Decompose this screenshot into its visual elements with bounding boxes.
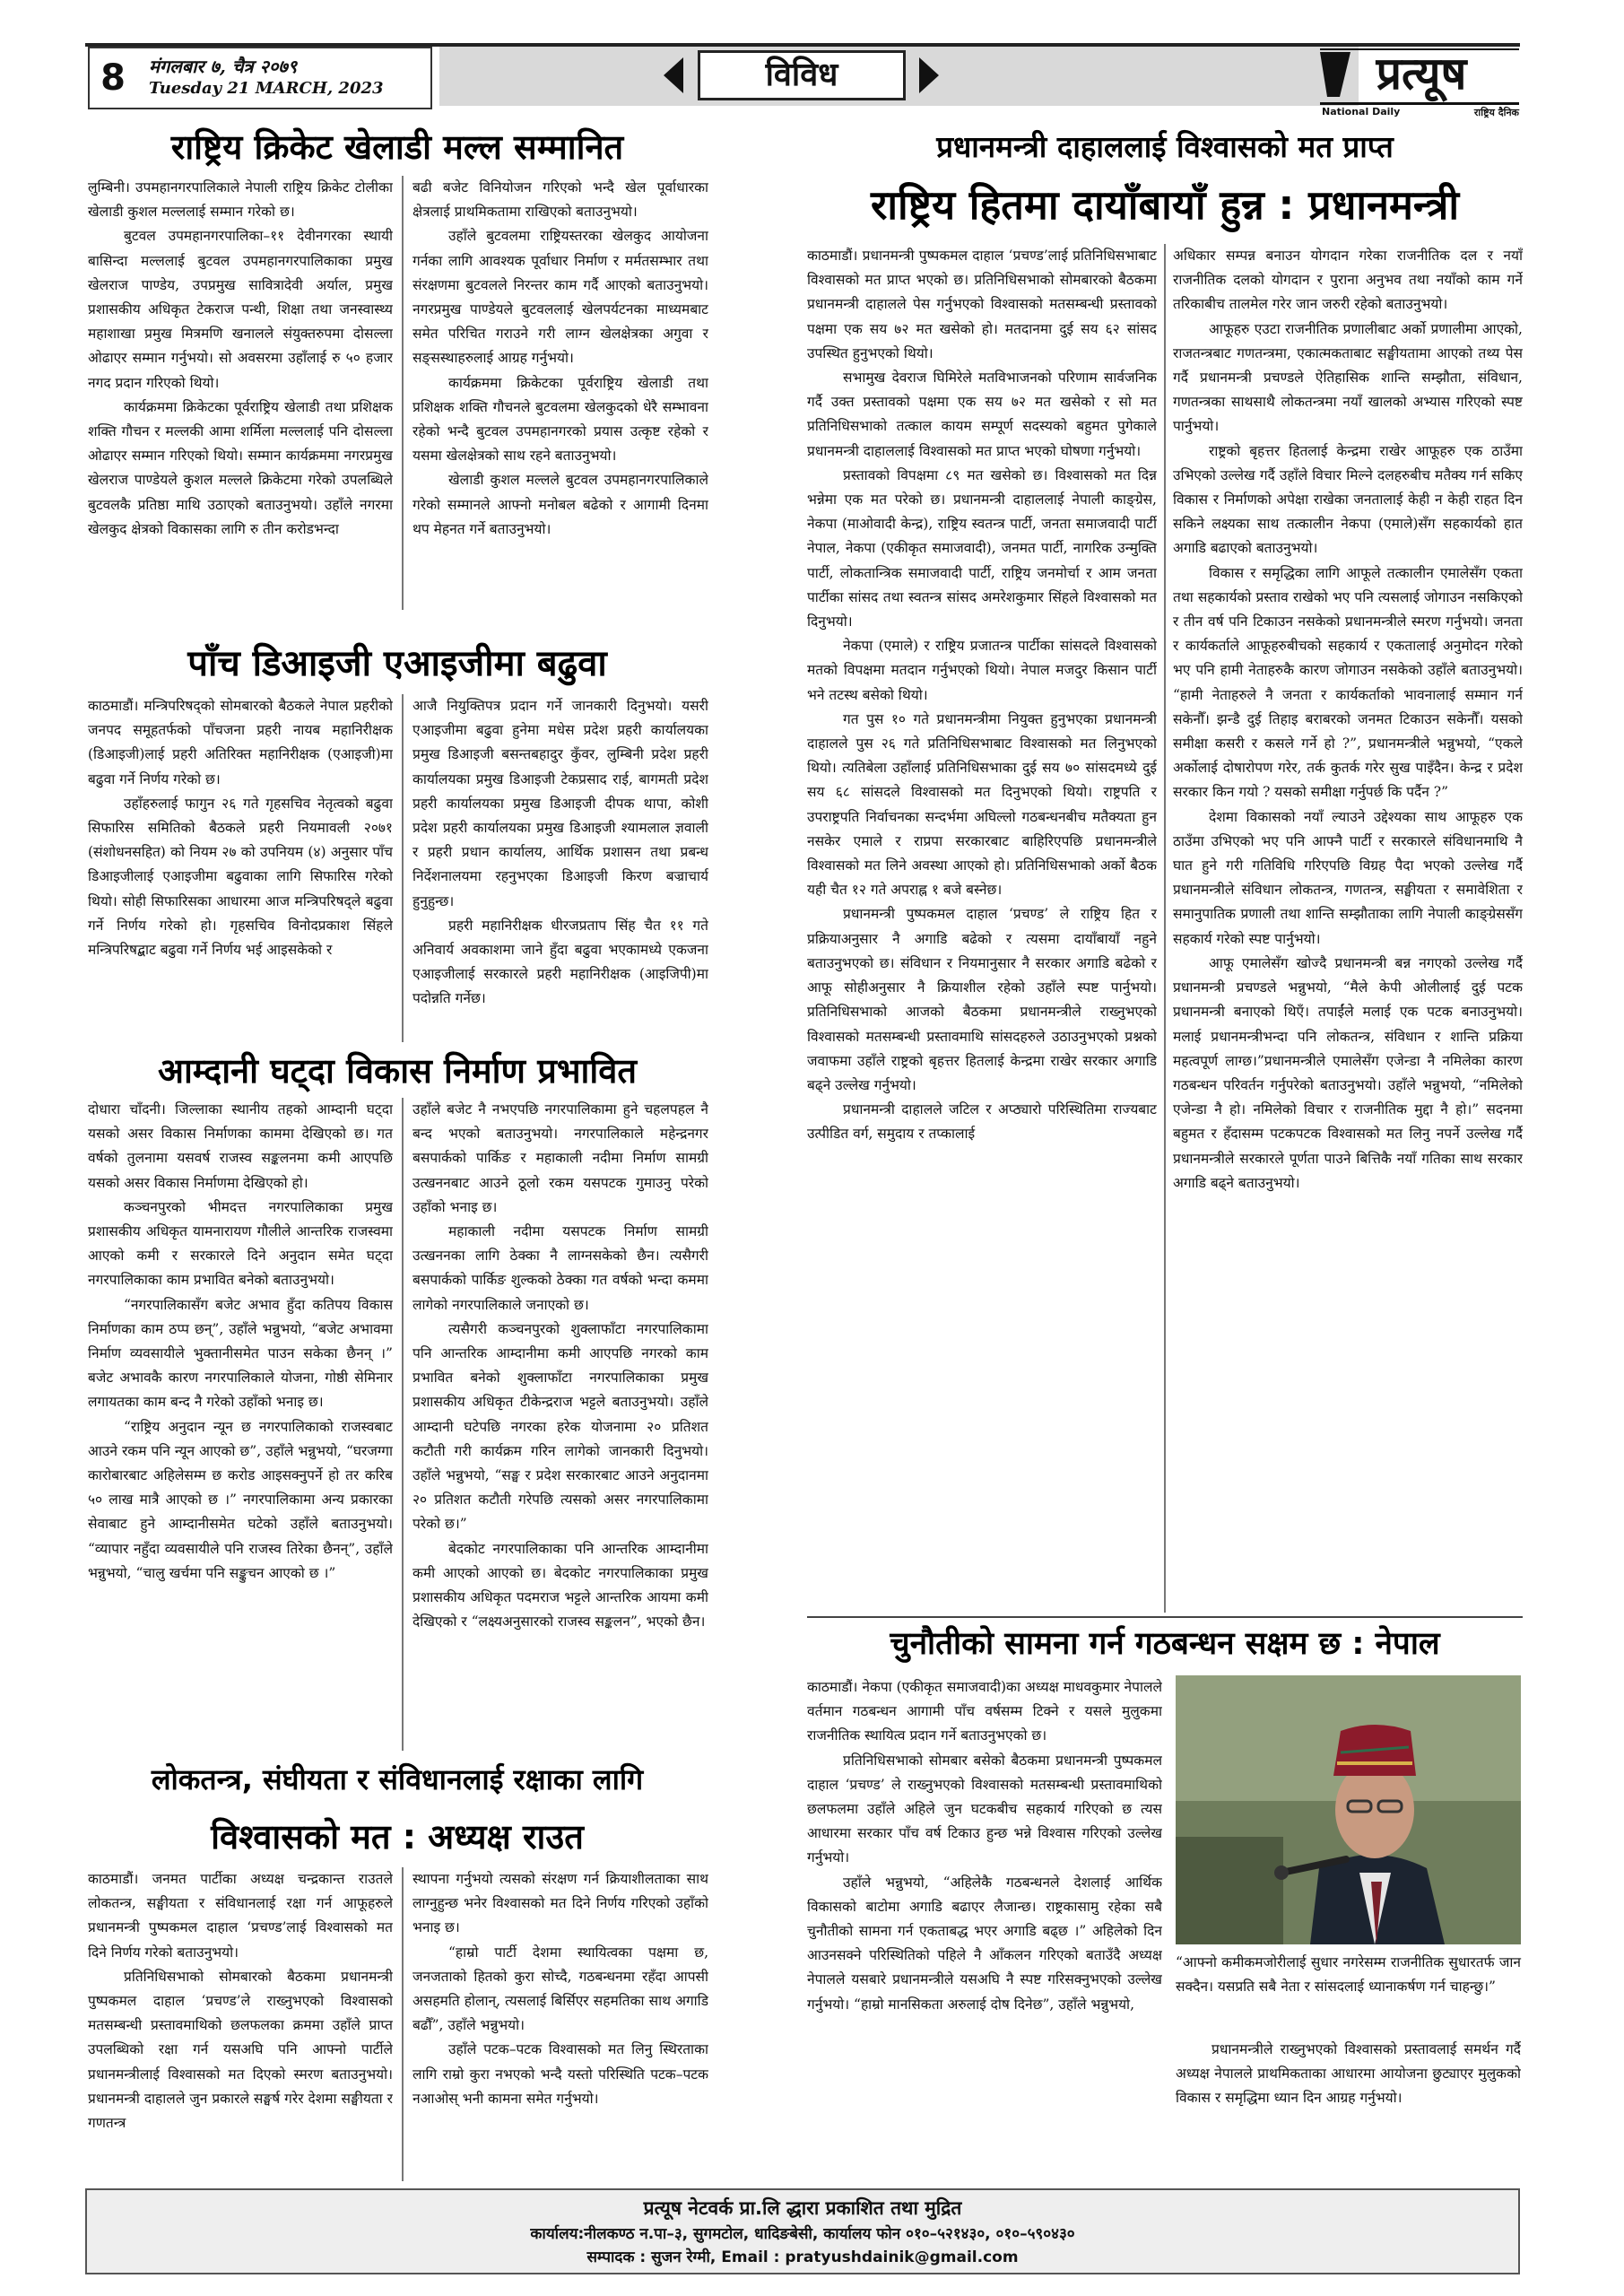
- paragraph: विकास र समृद्धिका लागि आफूले तत्कालीन एमालेसँग एकता तथा सहकार्यको प्रस्ताव राखेको भए पनि त्यसलाई जोगाउन नसकिएको र तीन वर्ष पनि टिकाउन नसकेको प्रधानमन्त्रीले स्मरण गर्नुभयो। जनता र कार्यकर्ताले आफूहरुबीचको सहकार्य र एकतालाई अनुमोदन गरेको भए पनि हामी नेताहरुकै कारण जोगाउन नसकेको उहाँले बताउनुभयो। “हामी नेताहरुले नै जनता र कार्यकर्ताको भावनालाई सम्मान गर्न सकेनौँ। झन्डै दुई तिहाइ बराबरको जनमत टिकाउन सकेनौँ। यसको समीक्षा कसरी र कसले गर्ने हो ?”, प्रधानमन्त्रीले भन्नुभयो, “एकले अर्कोलाई दोषारोपण गरेर, तर्क कुतर्क गरेर सुख पाइँदैन। केन्द्र र प्रदेश सरकार किन गयो ? यसको समीक्षा गर्नुपर्छ कि पर्दैन ?”: [1173, 564, 1523, 801]
- paragraph: दोधारा चाँदनी। जिल्लाका स्थानीय तहको आम्दानी घट्दा यसको असर विकास निर्माणका काममा देखिएको छ। गत वर्षको तुलनामा यसवर्ष राजस्व सङ्कलनमा कमी आएपछि यसको असर विकास निर्माणमा देखिएको हो।: [88, 1101, 393, 1191]
- paragraph: नेकपा (एमाले) र राष्ट्रिय प्रजातन्त्र पार्टीका सांसदले विश्वासको मतको विपक्षमा मतदान गर्नुभएको थियो। नेपाल मजदुर किसान पार्टी भने तटस्थ बसेको थियो।: [807, 638, 1157, 703]
- paragraph: बुटवल उपमहानगरपालिका–११ देवीनगरका स्थायी बासिन्दा मल्ललाई बुटवल उपमहानगरपालिकाका प्रमुख खेलराज पाण्डेय, उपप्रमुख सावित्रादेवी अर्याल, प्रमुख प्रशासकीय अधिकृत टेकराज पन्थी, शिक्षा तथा जनस्वास्थ्य महाशाखा प्रमुख मित्रमणि खनालले संयुक्तरुपमा दोसल्ला ओढाएर सम्मान गर्नुभयो। सो अवसरमा उहाँलाई रु ५० हजार नगद प्रदान गरिएको थियो।: [88, 228, 393, 391]
- paragraph: प्रतिनिधिसभाको सोमबारको बैठकमा प्रधानमन्त्री पुष्पकमल दाहाल ‘प्रचण्ड’ले राख्नुभएको विश्वासको मतसम्बन्धी प्रस्तावमाथिको छलफलका क्रममा उहाँले प्राप्त उपलब्धिको रक्षा गर्न यसअघि पनि आफ्नो पार्टीले प्रधानमन्त्रीलाई विश्वासको मत दिएको स्मरण बताउनुभयो। प्रधानमन्त्री दाहालले जुन प्रकारले सङ्घर्ष गरेर देशमा सङ्घीयता र गणतन्त्र: [88, 1968, 393, 2132]
- footer-address: कार्यालय:नीलकण्ठ न.पा–३, सुगमटोल, धादिङबेसी, कार्यालय फोन ०१०–५२१४३०, ०१०–५९०४३०: [530, 2225, 1075, 2243]
- paragraph: काठमाडौं। नेकपा (एकीकृत समाजवादी)का अध्यक्ष माधवकुमार नेपालले वर्तमान गठबन्धन आगामी पाँच वर्षसम्म टिक्ने र यसले मुलुकमा राजनीतिक स्थायित्व प्रदान गर्ने बताउनुभएको छ।: [807, 1679, 1162, 1744]
- logo-tag-nepali: राष्ट्रिय दैनिक: [1473, 107, 1519, 118]
- headline-cricket: राष्ट्रिय क्रिकेट खेलाडी मल्ल सम्मानित: [170, 127, 624, 167]
- headline-pm: राष्ट्रिय हितमा दायाँबायाँ हुन्न : प्रधानमन्त्री: [870, 181, 1460, 229]
- pm-column-1: [807, 244, 1157, 1613]
- cricket-column-2: [413, 176, 708, 610]
- paragraph: प्रधानमन्त्रीले राख्नुभएको विश्वासको प्रस्तावलाई समर्थन गर्दै अध्यक्ष नेपालले प्राथमिकताका आधारमा आयोजना छुट्याएर मुलुकको विकास र समृद्धिमा ध्यान दिन आग्रह गर्नुभयो।: [1176, 2041, 1521, 2107]
- newspaper-logo: [1315, 43, 1523, 122]
- paragraph: आफूहरु एउटा राजनीतिक प्रणालीबाट अर्को प्रणालीमा आएको, राजतन्त्रबाट गणतन्त्रमा, एकात्मकताबाट सङ्घीयतामा आएको तथ्य पेस गर्दै प्रधानमन्त्री प्रचण्डले ऐतिहासिक शान्ति सम्झौता, संविधान, गणतन्त्रका साथसाथै लोकतन्त्रमा नयाँ खालको अभ्यास गरिएको स्पष्ट पार्नुभयो।: [1173, 320, 1523, 435]
- page-number: 8: [100, 57, 126, 99]
- dateline-box: [88, 47, 432, 109]
- photo-madhav-nepal: [1176, 1675, 1521, 1944]
- paragraph: आफू एमालेसँग खोज्दै प्रधानमन्त्री बन्न नगएको उल्लेख गर्दै प्रधानमन्त्री प्रचण्डले भन्नुभयो, “मैले केपी ओलीलाई दुई पटक प्रधानमन्त्री बनाएको थिएँ। तपाईंले मलाई एक पटक बनाउनुभयो। मलाई प्रधानमन्त्रीभन्दा पनि लोकतन्त्र, संविधान र शान्ति प्रक्रिया महत्वपूर्ण लाग्छ।”प्रधानमन्त्रीले एमालेसँग एजेन्डा नै नमिलेका कारण गठबन्धन परिवर्तन गर्नुपरेको बताउनुभयो। उहाँले भन्नुभयो, “नमिलेको एजेन्डा नै हो। नमिलेको विचार र राजनीतिक मुद्दा नै हो।” सदनमा बहुमत र हँदासम्म पटकपटक विश्वासको मत लिनु नपर्ने उल्लेख गर्दै प्रधानमन्त्रीले सरकारले पूर्णता पाउने बित्तिकै नयाँ गतिका साथ सरकार अगाडि बढ्ने बताउनुभयो।: [1173, 954, 1523, 1191]
- section-title: विविध: [698, 50, 906, 100]
- headline-nepal: चुनौतीको सामना गर्न गठबन्धन सक्षम छ : नेपाल: [890, 1626, 1440, 1662]
- logo-tag-english: National Daily: [1322, 106, 1401, 117]
- photo-illustration: [1176, 1675, 1521, 1944]
- headline-revenue: आम्दानी घट्दा विकास निर्माण प्रभावित: [157, 1051, 638, 1091]
- paragraph: उहाँहरुलाई फागुन २६ गते गृहसचिव नेतृत्वको बढुवा सिफारिस समितिको बैठकले प्रहरी नियमावली २०७१ (संशोधनसहित) को नियम २७ को उपनियम (४) अनुसार पाँच डिआइजीलाई एआइजीमा बढुवाका लागि सिफारिस गरेको थियो। सोही सिफारिसका आधारमा आज मन्त्रिपरिषद्ले बढुवा गर्ने निर्णय गरेको हो। गृहसचिव विनोदप्रकाश सिंहले मन्त्रिपरिषद्बाट बढुवा गर्ने निर्णय भई आइसकेको र: [88, 795, 393, 959]
- logo-tagline: [1322, 106, 1519, 119]
- column-divider: [1164, 244, 1166, 1613]
- date-english: Tuesday 21 MARCH, 2023: [149, 79, 384, 98]
- kicker-pm: प्रधानमन्त्री दाहाललाई विश्वासको मत प्राप्त: [936, 129, 1394, 164]
- arrow-right-icon: [919, 57, 939, 93]
- paragraph: लुम्बिनी। उपमहानगरपालिकाले नेपाली राष्ट्रिय क्रिकेट टोलीका खेलाडी कुशल मल्ललाई सम्मान गरेको छ।: [88, 179, 393, 221]
- footer-publisher: प्रत्यूष नेटवर्क प्रा.लि द्धारा प्रकाशित तथा मुद्रित: [643, 2197, 962, 2219]
- paragraph: कार्यक्रममा क्रिकेटका पूर्वराष्ट्रिय खेलाडी तथा प्रशिक्षक शक्ति गौचन र मल्लकी आमा शर्मिला मल्ललाई पनि दोसल्ला ओढाएर सम्मान गरिएको थियो। सम्मान कार्यक्रममा नगरप्रमुख खेलराज पाण्डेयले कुशल मल्लले क्रिकेटमा गरेको उपलब्धिले बुटवलकै प्रतिष्ठा माथि उठाएको बताउनुभयो। उहाँले नगरमा खेलकुद क्षेत्रको विकासका लागि रु तीन करोडभन्दा: [88, 398, 393, 537]
- paragraph: उहाँले भन्नुभयो, “अहिलेकै गठबन्धनले देशलाई आर्थिक विकासको बाटोमा अगाडि बढाएर लैजान्छ। राष्ट्रकासामु रहेका सबै चुनौतीको सामना गर्न एकताबद्ध भएर अगाडि बढ्छ ।” अहिलेको दिन आउनसक्ने परिस्थितिको पहिले नै आँकलन गरिएको बताउँदै अध्यक्ष नेपालले यसबारे प्रधानमन्त्रीले यसअघि नै स्पष्ट गरिसक्नुभएको उल्लेख गर्नुभयो। “हाम्रो मानसिकता अरुलाई दोष दिनेछ”, उहाँले भन्नुभयो,: [807, 1874, 1162, 2013]
- column-divider: [402, 1098, 404, 1751]
- paragraph: प्रधानमन्त्री दाहालले जटिल र अप्ठ्यारो परिस्थितिमा राज्यबाट उत्पीडित वर्ग, समुदाय र तप्कालाई: [807, 1101, 1157, 1143]
- date-nepali: मंगलबार ७, चैत्र २०७९: [149, 56, 298, 77]
- revenue-column-1: [88, 1098, 393, 1751]
- article-divider: [807, 1616, 1523, 1618]
- paragraph: बढी बजेट विनियोजन गरिएको भन्दै खेल पूर्वाधारका क्षेत्रलाई प्राथमिकतामा राखिएको बताउनुभयो।: [413, 179, 708, 221]
- paragraph: खेलाडी कुशल मल्लले बुटवल उपमहानगरपालिकाले गरेको सम्मानले आफ्नो मनोबल बढेको र आगामी दिनमा थप मेहनत गर्ने बताउनुभयो।: [413, 472, 708, 537]
- paragraph: काठमाडौं। प्रधानमन्त्री पुष्पकमल दाहाल ‘प्रचण्ड’लाई प्रतिनिधिसभाबाट विश्वासको मत प्राप्त भएको छ। प्रतिनिधिसभाको सोमबारको बैठकमा प्रधानमन्त्री दाहालले पेस गर्नुभएको विश्वासको मतसम्बन्धी प्रस्तावको पक्षमा एक सय ७२ मत खसेको हो। मतदानमा दुई सय ६२ सांसद उपस्थित हुनुभएको थियो।: [807, 248, 1157, 361]
- column-divider: [402, 176, 404, 610]
- paragraph: स्थापना गर्नुभयो त्यसको संरक्षण गर्न क्रियाशीलताका साथ लाग्नुहुन्छ भनेर विश्वासको मत दिने निर्णय गरिएको उहाँको भनाइ छ।: [413, 1871, 708, 1936]
- headline-rawat-line-2: विश्वासको मत : अध्यक्ष राउत: [211, 1817, 584, 1857]
- imprint-footer: [85, 2188, 1520, 2274]
- dig-column-1: [88, 694, 393, 1042]
- headline-rawat-line-1: लोकतन्त्र, संघीयता र संविधानलाई रक्षाका लागि: [151, 1762, 644, 1796]
- column-divider: [402, 1867, 404, 2181]
- paragraph: “हाम्रो पार्टी देशमा स्थायित्वका पक्षमा छ, जनजताको हितको कुरा सोच्दै, गठबन्धनमा रहँदा आपसी असहमति होलान्, त्यसलाई बिर्सिएर सहमतिका साथ अगाडि बढौँ”, उहाँले भन्नुभयो।: [413, 1944, 708, 2034]
- paragraph: त्यसैगरी कञ्चनपुरको शुक्लाफाँटा नगरपालिकामा पनि आन्तरिक आम्दानीमा कमी आएपछि नगरको काम प्रभावित बनेको शुक्लाफाँटा नगरपालिकाका प्रमुख प्रशासकीय अधिकृत टीकेन्द्रराज भट्टले बताउनुभयो। उहाँले आम्दानी घटेपछि नगरका हरेक योजनामा २० प्रतिशत कटौती गरी कार्यक्रम गरिन लागेको जानकारी दिनुभयो। उहाँले भन्नुभयो, “सङ्घ र प्रदेश सरकारबाट आउने अनुदानमा २० प्रतिशत कटौती गरेपछि त्यसको असर नगरपालिकामा परेको छ।”: [413, 1320, 708, 1533]
- paragraph: सभामुख देवराज घिमिरेले मतविभाजनको परिणाम सार्वजनिक गर्दै उक्त प्रस्तावको पक्षमा एक सय ७२ मत खसेको र सो मत प्रतिनिधिसभाको तत्काल कायम सम्पूर्ण सदस्यको बहुमत पुगेकाले प्रधानमन्त्री दाहाललाई विश्वासको मत प्राप्त भएको घोषणा गर्नुभयो।: [807, 370, 1157, 459]
- paragraph: प्रस्तावको विपक्षमा ८९ मत खसेको छ। विश्वासको मत दिन्न भन्नेमा एक मत परेको छ। प्रधानमन्त्री दाहाललाई नेपाली काङ्ग्रेस, नेकपा (माओवादी केन्द्र), राष्ट्रिय स्वतन्त्र पार्टी, जनता समाजवादी पार्टी नेपाल, नेकपा (एकीकृत समाजवादी), जनमत पार्टी, नागरिक उन्मुक्ति पार्टी, लोकतान्त्रिक समाजवादी पार्टी, राष्ट्रिय जनमोर्चा र आम जनता पार्टीका सांसद तथा स्वतन्त्र सांसद अमरेशकुमार सिंहले विश्वासको मत दिनुभयो।: [807, 466, 1157, 631]
- paragraph: उहाँले बजेट नै नभएपछि नगरपालिकामा हुने चहलपहल नै बन्द भएको बताउनुभयो। नगरपालिकाले महेन्द्रनगर बसपार्कको पार्किङ र महाकाली नदीमा निर्माण सामग्री उत्खननबाट आउने ठूलो रकम यसपटक गुमाउनु परेको उहाँको भनाइ छ।: [413, 1101, 708, 1215]
- pm-column-2: [1173, 244, 1523, 1613]
- photo-caption: “आफ्नो कमीकमजोरीलाई सुधार नगरेसम्म राजनीतिक सुधारतर्फ जान सक्दैन। यसप्रति सबै नेता र सांसदलाई ध्यानाकर्षण गर्न चाहन्छु।”: [1176, 1954, 1521, 1995]
- paragraph: देशमा विकासको नयाँ ल्याउने उद्देश्यका साथ आफूहरु एक ठाउँमा उभिएको भए पनि आफ्नै पार्टी र सरकारले संविधानमाथि नै घात हुने गरी गतिविधि गरिएपछि विग्रह पैदा भएको उल्लेख गर्दै प्रधानमन्त्रीले संविधान लोकतन्त्र, गणतन्त्र, सङ्घीयता र समावेशिता र समानुपातिक प्रणाली तथा शान्ति सम्झौताका लागि नेपाली काङ्ग्रेससँग सहकार्य गरेको स्पष्ट पार्नुभयो।: [1173, 808, 1523, 947]
- revenue-column-2: [413, 1098, 708, 1751]
- paragraph: “राष्ट्रिय अनुदान न्यून छ नगरपालिकाको राजस्वबाट आउने रकम पनि न्यून आएको छ”, उहाँले भन्नुभयो, “घरजग्गा कारोबारबाट अहिलेसम्म छ करोड आइसक्नुपर्ने हो तर करिब ५० लाख मात्रै आएको छ ।” नगरपालिकामा अन्य प्रकारका सेवाबाट हुने आम्दानीसमेत घटेको उहाँले बताउनुभयो। “व्यापार नहुँदा व्यवसायीले पनि राजस्व तिरेका छैनन्”, उहाँले भन्नुभयो, “चालु खर्चमा पनि सङ्कुचन आएको छ ।”: [88, 1418, 393, 1581]
- rawat-column-2: [413, 1867, 708, 2181]
- logo-wordmark: प्रत्यूष: [1376, 48, 1467, 100]
- headline-dig-promotion: पाँच डिआइजी एआइजीमा बढुवा: [187, 643, 607, 684]
- paragraph: प्रतिनिधिसभाको सोमबार बसेको बैठकमा प्रधानमन्त्री पुष्पकमल दाहाल ‘प्रचण्ड’ ले राख्नुभएको विश्वासको मतसम्बन्धी प्रस्तावमाथिको छलफलमा उहाँले अहिले जुन घटकबीच सहकार्य गरिएको छ त्यस आधारमा सरकार पाँच वर्ष टिकाउ हुन्छ भन्ने विश्वास गरिएको उल्लेख गर्नुभयो।: [807, 1752, 1162, 1866]
- paragraph: अधिकार सम्पन्न बनाउन योगदान गरेका राजनीतिक दल र नयाँ राजनीतिक दलको योगदान र पुराना अनुभव तथा नयाँको काम गर्ने तरिकाबीच तालमेल गरेर जान जरुरी रहेको बताउनुभयो।: [1173, 248, 1523, 313]
- dig-column-2: [413, 694, 708, 1042]
- footer-editor-email: सम्पादक : सुजन रेग्मी, Email : pratyushdainik@gmail.com: [586, 2248, 1019, 2266]
- nepal-column-2: [1176, 2038, 1521, 2181]
- paragraph: गत पुस १० गते प्रधानमन्त्रीमा नियुक्त हुनुभएका प्रधानमन्त्री दाहालले पुस २६ गते प्रतिनिधिसभाबाट विश्वासको मत लिनुभएको थियो। त्यतिबेला उहाँलाई प्रतिनिधिसभाका दुई सय ७० सांसदमध्ये दुई सय ६८ सांसदले विश्वासको मत दिनुभएको थियो। राष्ट्रपति र उपराष्ट्रपति निर्वाचनका सन्दर्भमा अघिल्लो गठबन्धनबीच मतैक्यता हुन नसकेर एमाले र राप्रपा सरकारबाट बाहिरिएपछि प्रधानमन्त्रीले विश्वासको मत लिने अवस्था आएको हो। प्रतिनिधिसभाको अर्को बैठक यही चैत १२ गते अपराह्न १ बजे बस्नेछ।: [807, 710, 1157, 899]
- paragraph: उहाँले पटक–पटक विश्वासको मत लिनु स्थिरताका लागि राम्रो कुरा नभएको भन्दै यस्तो परिस्थिति पटक–पटक नआओस् भनी कामना समेत गर्नुभयो।: [413, 2041, 708, 2107]
- paragraph: प्रहरी महानिरीक्षक धीरजप्रताप सिंह चैत ११ गते अनिवार्य अवकाशमा जाने हुँदा बढुवा भएकामध्ये एकजना एआइजीलाई सरकारले प्रहरी महानिरीक्षक (आइजिपी)मा पदोन्नति गर्नेछ।: [413, 917, 708, 1007]
- paragraph: कार्यक्रममा क्रिकेटका पूर्वराष्ट्रिय खेलाडी तथा प्रशिक्षक शक्ति गौचनले बुटवलमा खेलकुदको धेरै सम्भावना रहेको भन्दै बुटवल उपमहानगरको प्रयास उत्कृष्ट रहेको र यसमा खेलक्षेत्रको साथ रहने बताउनुभयो।: [413, 374, 708, 465]
- paragraph: कञ्चनपुरको भीमदत्त नगरपालिकाका प्रमुख प्रशासकीय अधिकृत यामनारायण गौलीले आन्तरिक राजस्वमा आएको कमी र सरकारले दिने अनुदान समेत घट्दा नगरपालिकाका काम प्रभावित बनेको बताउनुभयो।: [88, 1198, 393, 1289]
- paragraph: महाकाली नदीमा यसपटक निर्माण सामग्री उत्खननका लागि ठेक्का नै लाग्नसकेको छैन। त्यसैगरी बसपार्कको पार्किङ शुल्कको ठेक्का गत वर्षको भन्दा कममा लागेको नगरपालिकाले जनाएको छ।: [413, 1223, 708, 1313]
- paragraph: बेदकोट नगरपालिकाका पनि आन्तरिक आम्दानीमा कमी आएको आएको छ। बेदकोट नगरपालिकाका प्रमुख प्रशासकीय अधिकृत पदमराज भट्टले आन्तरिक आयमा कमी देखिएको र “लक्ष्यअनुसारको राजस्व सङ्कलन”, भएको छैन।: [413, 1540, 708, 1631]
- paragraph: आजै नियुक्तिपत्र प्रदान गर्ने जानकारी दिनुभयो। यसरी एआइजीमा बढुवा हुनेमा मधेस प्रदेश प्रहरी कार्यालयका प्रमुख डिआइजी बसन्तबहादुर कुँवर, लुम्बिनी प्रदेश प्रहरी कार्यालयका प्रमुख डिआइजी टेकप्रसाद राई, बागमती प्रदेश प्रहरी कार्यालयका प्रमुख डिआइजी दीपक थापा, कोशी प्रदेश प्रहरी कार्यालयका प्रमुख डिआइजी श्यामलाल ज्ञवाली र प्रहरी प्रधान कार्यालय, आर्थिक प्रशासन तथा प्रबन्ध निर्देशनालयमा रहनुभएका डिआइजी किरण बज्राचार्य हुनुहुन्छ।: [413, 698, 708, 909]
- rawat-column-1: [88, 1867, 393, 2181]
- paragraph: काठमाडौं। जनमत पार्टीका अध्यक्ष चन्द्रकान्त राउतले लोकतन्त्र, सङ्घीयता र संविधानलाई रक्षा गर्न आफूहरुले प्रधानमन्त्री पुष्पकमल दाहाल ‘प्रचण्ड’लाई विश्वासको मत दिने निर्णय गरेको बताउनुभयो।: [88, 1871, 393, 1961]
- paragraph: उहाँले बुटवलमा राष्ट्रियस्तरका खेलकुद आयोजना गर्नका लागि आवश्यक पूर्वाधार निर्माण र मर्मतसम्भार तथा संरक्षणमा बुटवलले निरन्तर काम गर्दै आएको बताउनुभयो। नगरप्रमुख पाण्डेयले बुटवललाई खेलपर्यटनका माध्यमबाट समेत परिचित गराउने गरी लाग्न खेलक्षेत्रका अगुवा र सङ्सस्थाहरुलाई आग्रह गर्नुभयो।: [413, 228, 708, 367]
- nepal-column-1: [807, 1675, 1162, 2181]
- column-divider: [402, 694, 404, 1042]
- paragraph: प्रधानमन्त्री पुष्पकमल दाहाल ‘प्रचण्ड’ ले राष्ट्रिय हित र प्रक्रियाअनुसार नै अगाडि बढेको र त्यसमा दायाँबायाँ नहुने बताउनुभएको छ। संविधान र नियमानुसार नै सरकार अगाडि बढेको र आफू सोहीअनुसार नै क्रियाशील रहेको उहाँले स्पष्ट पार्नुभयो। प्रतिनिधिसभाको आजको बैठकमा प्रधानमन्त्रीले राख्नुभएको विश्वासको मतसम्बन्धी प्रस्तावमाथि सांसदहरुले उठाउनुभएको प्रश्नको जवाफमा उहाँले राष्ट्रको बृहत्तर हितलाई केन्द्रमा राखेर सरकार अगाडि बढ्ने उल्लेख गर्नुभयो।: [807, 906, 1157, 1093]
- paragraph: राष्ट्रको बृहत्तर हितलाई केन्द्रमा राखेर आफूहरु एक ठाउँमा उभिएको उल्लेख गर्दै उहाँले विचार मिल्ने दलहरुबीच मतैक्य गर्न सकिए विकास र निर्माणको अपेक्षा राखेका जनतालाई केही न केही राहत दिन सकिने लक्ष्यका साथ तत्कालीन नेकपा (एमाले)सँग सहकार्यको हात अगाडि बढाएको बताउनुभयो।: [1173, 442, 1523, 557]
- section-bar: [439, 47, 1359, 106]
- arrow-left-icon: [664, 57, 683, 93]
- paragraph: काठमाडौं। मन्त्रिपरिषद्को सोमबारको बैठकले नेपाल प्रहरीको जनपद समूहतर्फको पाँचजना प्रहरी नायब महानिरीक्षक (डिआइजी)लाई प्रहरी अतिरिक्त महानिरीक्षक (एआइजी)मा बढुवा गर्ने निर्णय गरेको छ।: [88, 698, 393, 787]
- cricket-column-1: [88, 176, 393, 610]
- paragraph: “नगरपालिकासँग बजेट अभाव हुँदा कतिपय विकास निर्माणका काम ठप्प छन्”, उहाँले भन्नुभयो, “बजेट अभावमा निर्माण व्यवसायीले भुक्तानीसमेत पाउन सकेका छैनन् ।” बजेट अभावकै कारण नगरपालिकाले योजना, गोष्ठी सेमिनार लगायतका काम बन्द नै गरेको उहाँको भनाइ छ।: [88, 1296, 393, 1411]
